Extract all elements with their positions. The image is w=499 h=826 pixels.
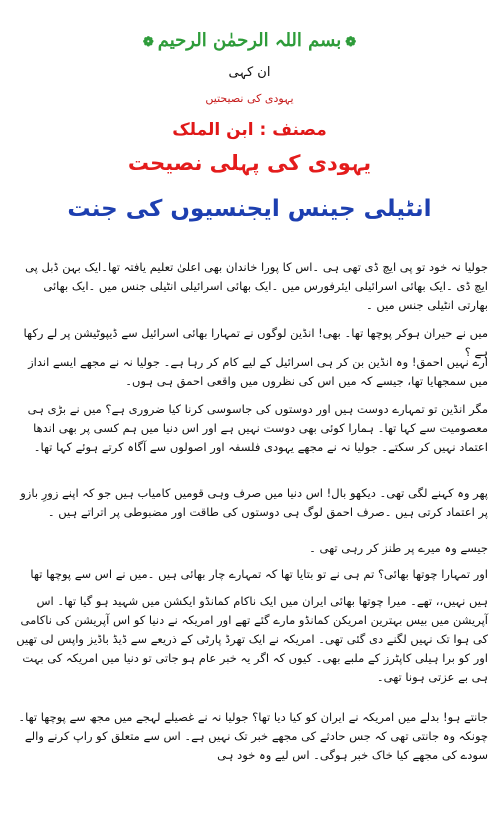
paragraph-8: ہیں نہیں،، تھے۔ میرا چوتھا بھائی ایران میں ایک ناکام کمانڈو ایکشن میں شہید ہو گیا تھا۔ اس آپریشن میں بیس بہترین امریکن کمانڈو مارے گئے تھے اور امریکہ نے دنیا کو اس آپریشن کی ناکامی کی ہوا تک نہیں لگنے دی گئی تھی۔ امریکہ نے ایک تھرڈ پارٹی کے ذریعے سے ڈیڈ باڈیز واپس لی تھیں اور کو برا ہیلی کاپٹرز کے ملبے بھی۔ کیوں کہ اگر یہ خبر عام ہو جاتی تو دنیا میں امریکہ کی بہت ہی بے عزتی ہونا تھی۔ — [16, 594, 488, 684]
author-line: مصنف : ابن الملک — [172, 120, 327, 140]
paragraph-3: ارے نہیں احمق! وہ انڈین بن کر ہی اسرائیل کے لیے کام کر رہا ہے۔ جولیا نہ نے مجھے ایسے انداز میں سمجھایا تھا، جیسے کہ میں اس کی نظروں میں واقعی احمق ہی ہوں۔ — [28, 355, 488, 388]
series-subtitle: یہودی کی نصیحتیں — [205, 92, 294, 105]
ornament-icon: ❁ — [142, 35, 154, 50]
chapter-title: یہودی کی پہلی نصیحت — [127, 151, 372, 175]
bismillah-heading — [0, 30, 499, 51]
paragraph-5: پھر وہ کہنے لگی تھی۔ دیکھو بال! اس دنیا میں صرف وہی قومیں کامیاب ہیں جو کہ اپنے زورِ بازو پر اعتماد کرتی ہیں ۔صرف احمق لوگ ہی دوستوں کی طاقت اور مضبوطی پر اتراتے ہیں ۔ — [20, 486, 488, 519]
paragraph-4: مگر انڈین تو تمہارے دوست ہیں اور دوستوں کی جاسوسی کرنا کیا ضروری ہے؟ میں نے بڑی ہی معصومیت سے کہا تھا۔ ہمارا کوئی بھی دوست نہیں ہے اور اس دنیا میں ہم کسی پر بھی اندھا اعتماد نہیں کر سکتے۔ جولیا نہ نے مجھے یہودی فلسفہ اور اصولوں سے آگاہ کرتے ہوئے کہا تھا۔ — [27, 402, 488, 454]
paragraph-2: میں نے حیران ہوکر پوچھا تھا۔ بھی! انڈین لوگوں نے تمہارا بھائی اسرائیل سے ڈیپوٹیشن پر لے رکھا ہے ؟ — [23, 326, 488, 359]
series-title: ان کہی — [228, 65, 271, 80]
ornament-icon: ❁ — [345, 35, 357, 50]
bismillah-text: بسم اللہ الرحمٰن الرحیم — [157, 30, 342, 51]
paragraph-9: جانتے ہو! بدلے میں امریکہ نے ایران کو کیا دیا تھا؟ جولیا نہ نے غصیلے لہجے میں مجھ سے پوچھا تھا۔ چونکہ وہ جانتی تھی کہ جس حادثے کی مجھے خبر تک نہیں ہے۔ اس سے متعلق کو راپ کرنے والے سودے کی مجھے کیا خاک خبر ہوگی۔ اس لیے وہ خود ہی — [18, 710, 488, 762]
paragraph-1: جولیا نہ خود تو پی ایچ ڈی تھی ہی ۔اس کا پورا خاندان بھی اعلیٰ تعلیم یافتہ تھا۔ایک بہن ڈبل پی ایچ ڈی ۔ایک بھائی اسرائیلی ایئرفورس میں ۔ایک بھائی اسرائیلی انٹیلی جنس میں ۔ایک بھائی بھارتی انٹیلی جنس میں ۔ — [25, 260, 488, 312]
paragraph-6: جیسے وہ میرے پر طنز کر رہی تھی ۔ — [309, 541, 488, 555]
chapter-subtitle: انٹیلی جینس ایجنسیوں کی جنت — [67, 196, 432, 222]
paragraph-7: اور تمہارا چوتھا بھائی؟ تم ہی نے تو بتایا تھا کہ تمہارے چار بھائی ہیں ۔میں نے اس سے پوچھا تھا — [30, 567, 488, 581]
